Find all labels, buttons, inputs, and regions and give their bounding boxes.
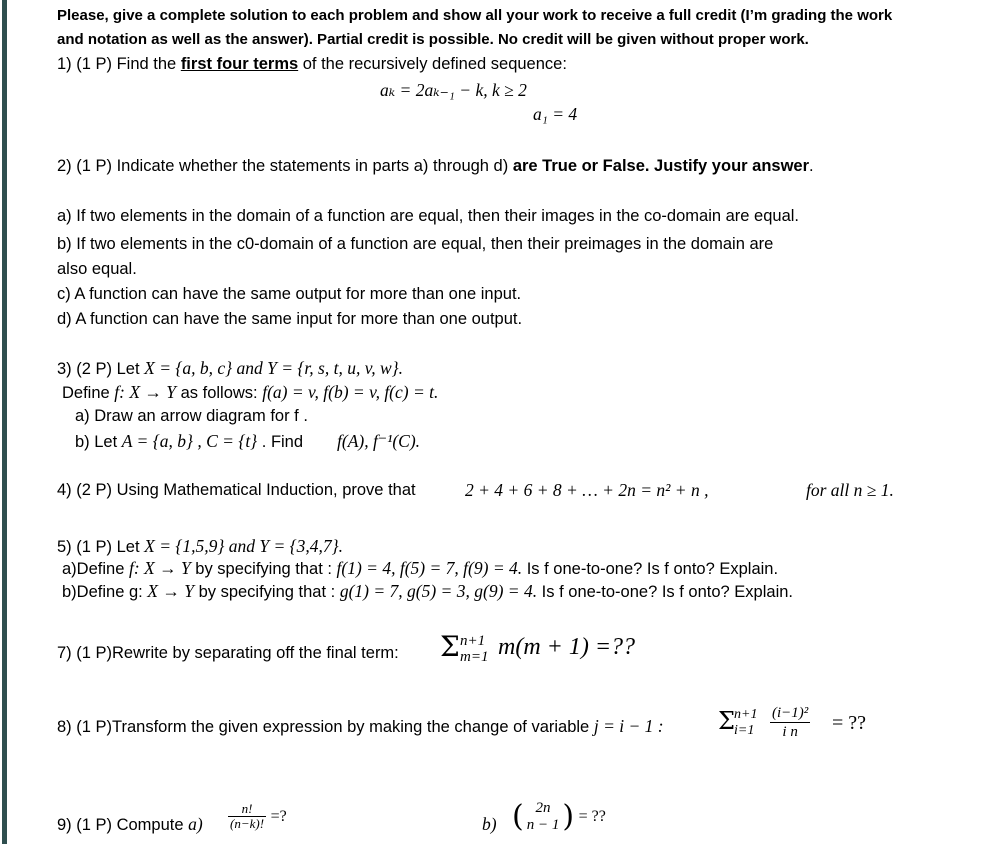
problem-8-lead: 8) (1 P)Transform the given expression by making the change of variable bbox=[57, 718, 594, 736]
problem-3-as-follows: as follows: bbox=[176, 384, 263, 402]
recurrence-equation: aₖ = 2aₖ₋₁ − k, k ≥ 2 bbox=[380, 80, 527, 100]
problem-2-b-line-1: b) If two elements in the c0-domain of a function are equal, then their preimages in the domain are bbox=[57, 235, 774, 253]
problem-5-a-mapping: f(1) = 4, f(5) = 7, f(9) = 4. bbox=[336, 558, 523, 578]
problem-9-lead: 9) (1 P) Compute bbox=[57, 816, 189, 834]
problem-9-a-label: a) bbox=[188, 814, 203, 834]
problem-3-b bbox=[75, 430, 420, 453]
problem-2 bbox=[57, 155, 814, 177]
problem-1-emphasis: first four terms bbox=[180, 55, 299, 73]
problem-3-mapping: f(a) = v, f(b) = v, f(c) = t. bbox=[262, 382, 439, 402]
problem-2-d: d) A function can have the same input for more than one output. bbox=[57, 310, 523, 328]
problem-5-a-function: f: X → Y bbox=[128, 558, 191, 578]
sum8-equals: = ?? bbox=[832, 712, 867, 734]
problem-9-text bbox=[57, 813, 203, 836]
binomial-bottom: n − 1 bbox=[526, 817, 560, 833]
problem-3-line-2 bbox=[62, 381, 438, 404]
problem-5-a-spec: by specifying that : bbox=[190, 560, 337, 578]
problem-3-b-sets: A = {a, b} , C = {t} bbox=[121, 431, 258, 451]
sum8-lower-limit: i=1 bbox=[734, 723, 755, 738]
problem-5-sets: X = {1,5,9} and Y = {3,4,7}. bbox=[144, 536, 344, 556]
problem-2-b-line-2: also equal. bbox=[57, 260, 137, 278]
problem-9-a-equals: =? bbox=[270, 807, 287, 825]
problem-3-sets: X = {a, b, c} and Y = {r, s, t, u, v, w}. bbox=[144, 358, 403, 378]
problem-2-text: 2) (1 P) Indicate whether the statements in parts a) through d) bbox=[57, 157, 513, 175]
problem-5-b-function: X → Y bbox=[147, 581, 194, 601]
problem-5-b-spec: by specifying that : bbox=[193, 583, 340, 601]
problem-5-a-question: Is f one-to-one? Is f onto? Explain. bbox=[522, 560, 779, 578]
binomial-right-paren: ) bbox=[562, 799, 575, 834]
factorial-numerator: n! bbox=[228, 802, 266, 817]
problem-3-b-find: . Find bbox=[257, 433, 304, 451]
problem-8-text bbox=[57, 715, 664, 738]
problem-3-function: f: X → Y bbox=[114, 382, 177, 402]
initial-condition: a₁ = 4 bbox=[533, 104, 578, 124]
sum-upper-limit: n+1 bbox=[460, 633, 486, 649]
problem-5-b-mapping: g(1) = 7, g(5) = 3, g(9) = 4. bbox=[339, 581, 538, 601]
problem-7-text: 7) (1 P)Rewrite by separating off the final term: bbox=[57, 644, 399, 662]
sum-lower-limit: m=1 bbox=[460, 649, 489, 665]
problem-1-text-end: of the recursively defined sequence: bbox=[298, 55, 567, 73]
problem-5-b bbox=[62, 580, 793, 603]
factorial-denominator: (n−k)! bbox=[230, 816, 265, 831]
problem-5-a bbox=[62, 557, 778, 580]
problem-5-b-question: Is f one-to-one? Is f onto? Explain. bbox=[537, 583, 793, 601]
problem-4-equation: 2 + 4 + 6 + 8 + … + 2n = n² + n , bbox=[465, 480, 709, 500]
problem-4-condition: for all n ≥ 1. bbox=[806, 480, 894, 500]
sum8-denominator: i n bbox=[782, 724, 798, 740]
binomial-left-paren: ( bbox=[512, 799, 524, 834]
problem-8-substitution: j = i − 1 : bbox=[593, 716, 664, 736]
problem-9-b-binomial bbox=[512, 800, 606, 834]
problem-5-line-1 bbox=[57, 535, 343, 558]
problem-1-text: 1) (1 P) Find the bbox=[57, 55, 181, 73]
problem-5-a-lead: a)Define bbox=[62, 560, 129, 578]
left-margin-bar bbox=[2, 0, 7, 844]
problem-2-c: c) A function can have the same output for more than one input. bbox=[57, 285, 522, 303]
problem-4-text: 4) (2 P) Using Mathematical Induction, prove that bbox=[57, 481, 416, 499]
problem-5-lead: 5) (1 P) Let bbox=[57, 538, 145, 556]
problem-1 bbox=[57, 53, 567, 75]
problem-9-a-fraction bbox=[228, 802, 287, 831]
sum8-upper-limit: n+1 bbox=[734, 707, 758, 722]
binomial-top: 2n bbox=[535, 800, 551, 816]
instructions-line-1: Please, give a complete solution to each problem and show all your work to receive a full credit (I’m grading the work bbox=[57, 7, 893, 24]
binomial-coefficient bbox=[524, 800, 563, 834]
problem-5-b-lead: b)Define g: bbox=[62, 583, 148, 601]
problem-3-line-1 bbox=[57, 357, 403, 380]
problem-2-bold: are True or False. Justify your answer bbox=[512, 157, 810, 175]
problem-8-sum bbox=[718, 700, 898, 746]
problem-9-b-label: b) bbox=[482, 814, 497, 834]
sum8-fraction bbox=[770, 704, 810, 741]
sigma-symbol: Σ bbox=[440, 630, 460, 663]
instructions-line-2: and notation as well as the answer). Partial credit is possible. No credit will be given without proper work. bbox=[57, 31, 809, 48]
problem-2-a: a) If two elements in the domain of a function are equal, then their images in the co-domain are equal. bbox=[57, 207, 800, 225]
problem-3-lead: 3) (2 P) Let bbox=[57, 360, 145, 378]
problem-9-b-equals: = ?? bbox=[578, 808, 606, 825]
problem-3-b-target: f(A), f⁻¹(C). bbox=[337, 431, 421, 451]
sum8-numerator: (i−1)² bbox=[772, 705, 809, 721]
sigma-symbol-8: Σ bbox=[718, 707, 735, 735]
problem-2-period: . bbox=[809, 157, 814, 175]
problem-3-a: a) Draw an arrow diagram for f . bbox=[75, 407, 308, 425]
problem-3-b-lead: b) Let bbox=[75, 433, 122, 451]
sum-body: m(m + 1) =?? bbox=[498, 634, 636, 660]
problem-3-define: Define bbox=[62, 384, 115, 402]
factorial-fraction bbox=[228, 802, 266, 831]
